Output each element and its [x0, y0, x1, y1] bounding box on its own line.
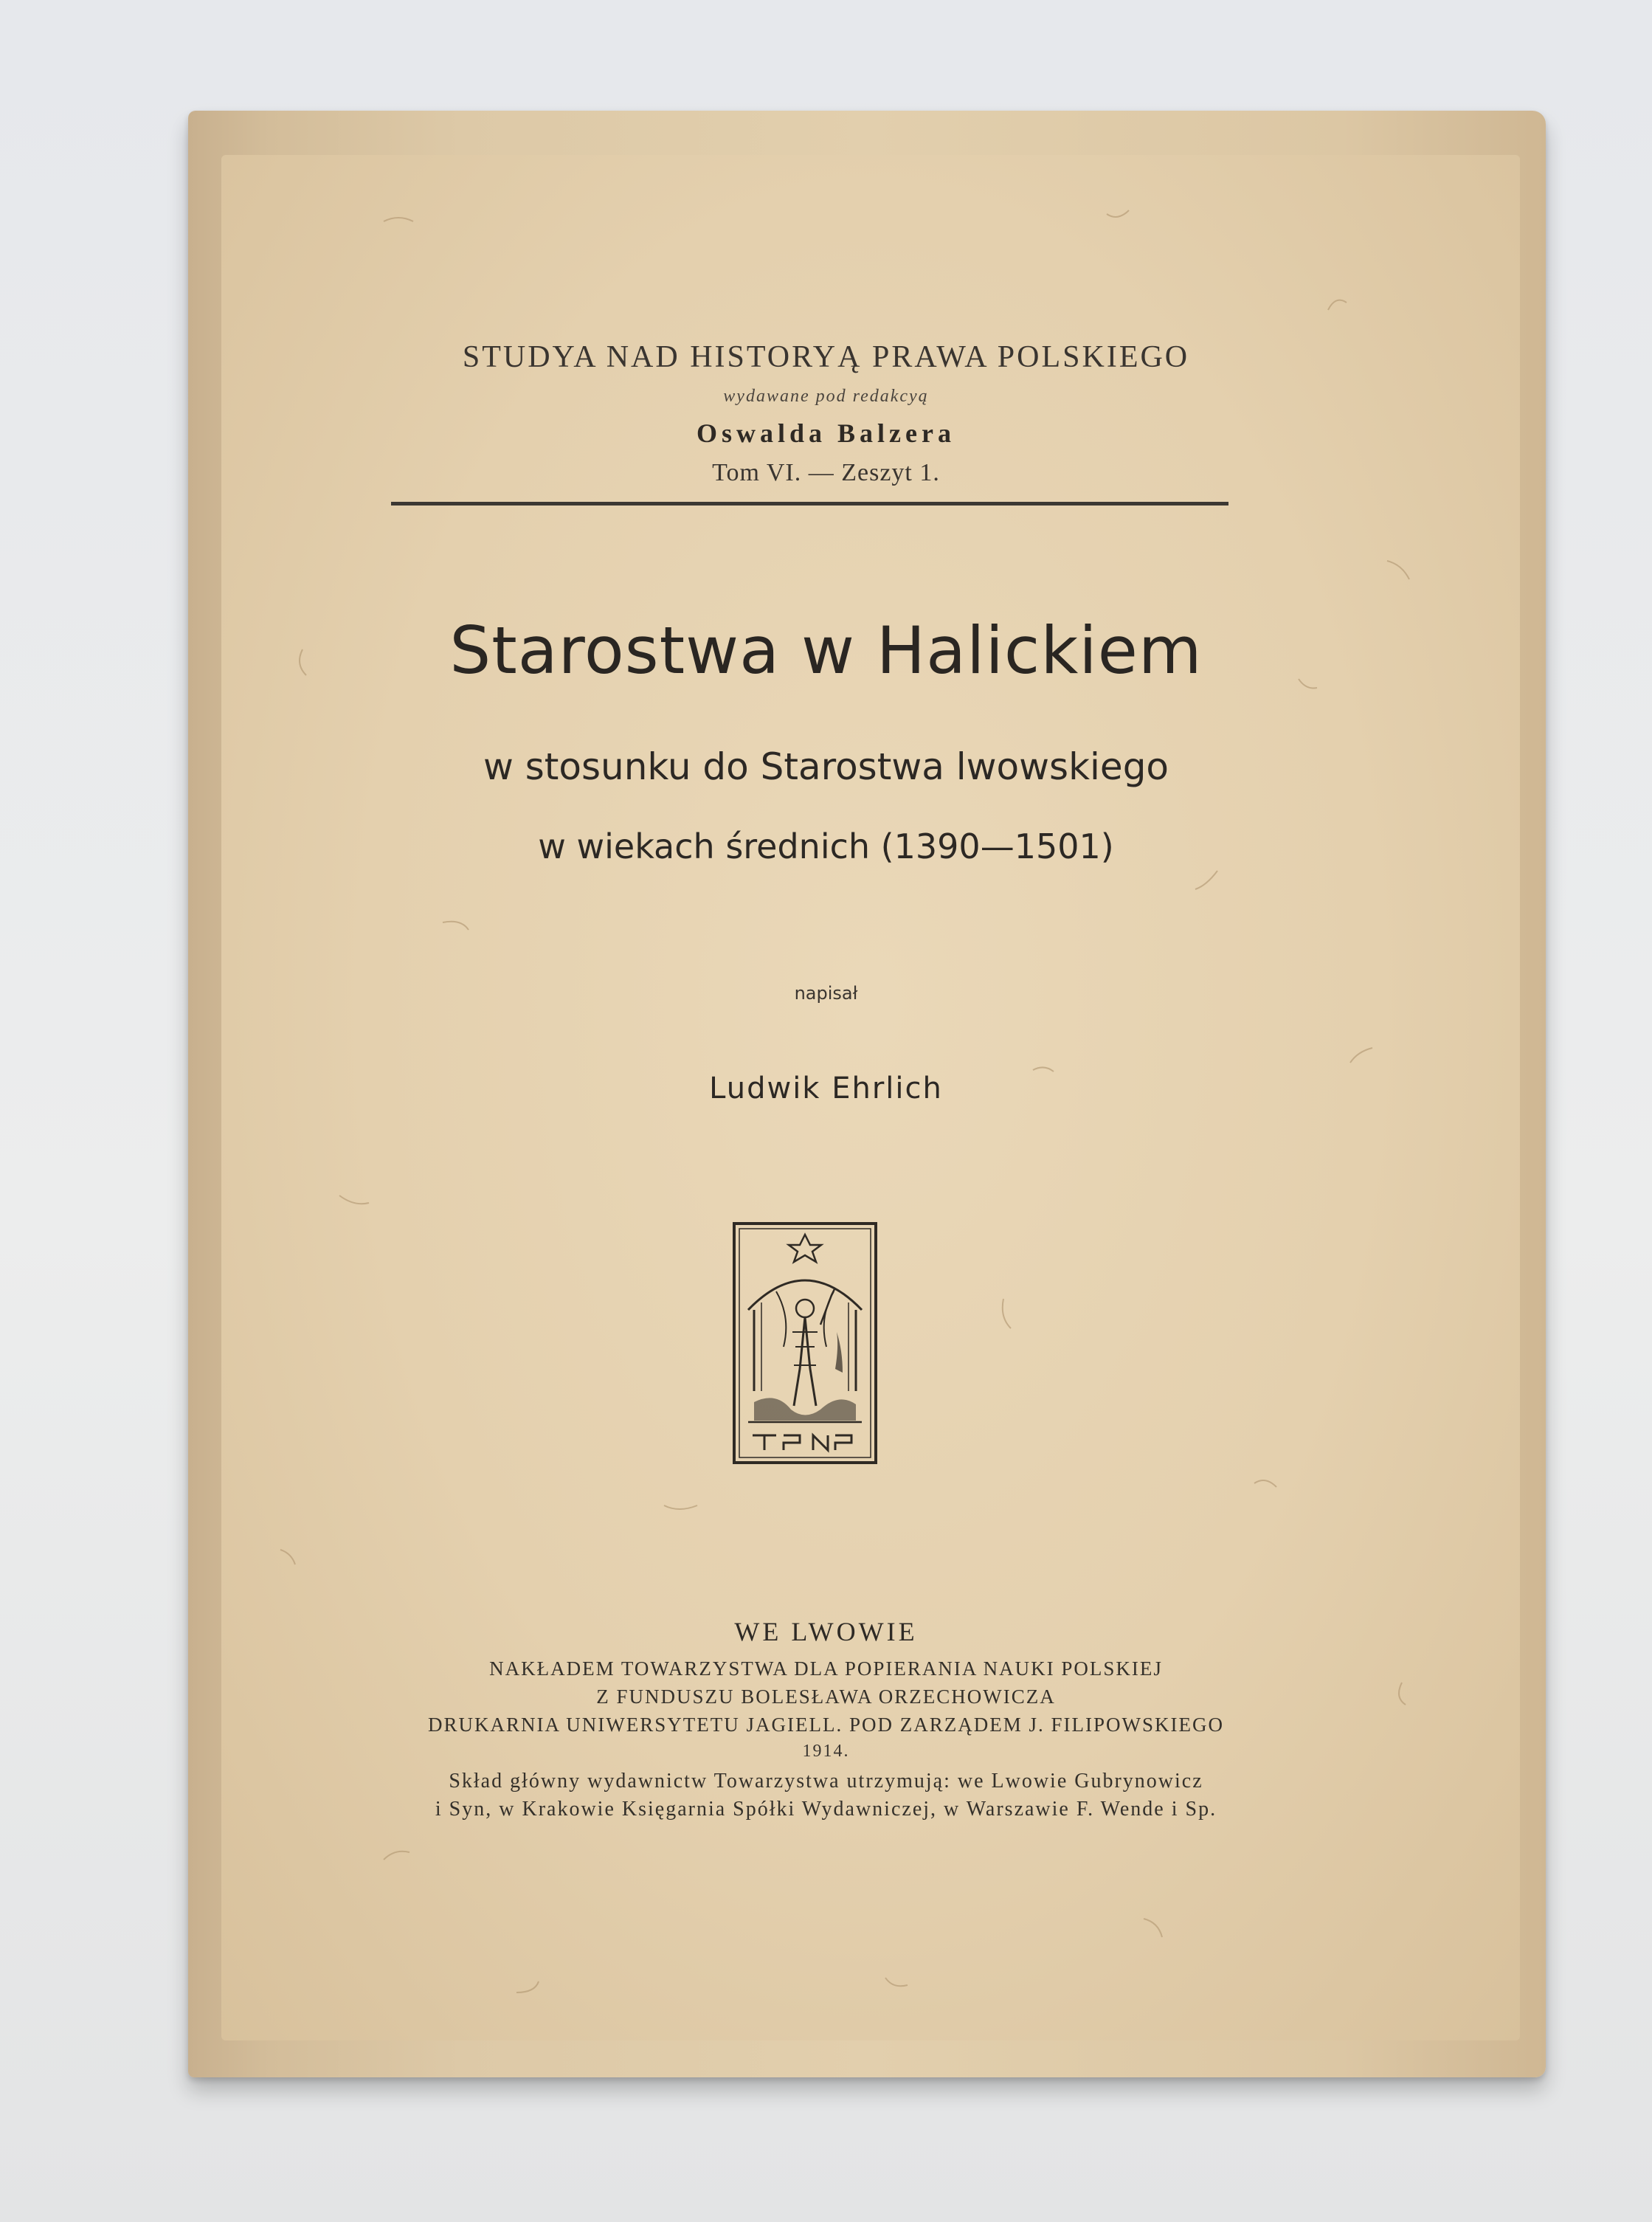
author-name: Ludwik Ehrlich	[709, 1072, 943, 1105]
publication-year: 1914.	[802, 1742, 850, 1761]
imprint-line: NAKŁADEM TOWARZYSTWA DLA POPIERANIA NAUKI POLSKIEJ	[489, 1657, 1163, 1680]
wrote-label: napisał	[794, 983, 858, 1004]
imprint-line: Z FUNDUSZU BOLESŁAWA ORZECHOWICZA	[596, 1686, 1056, 1708]
subtitle-line-2: w wiekach średnich (1390—1501)	[538, 827, 1114, 866]
editor-name: Oswalda Balzera	[697, 418, 955, 448]
header-divider	[391, 502, 1228, 506]
imprint-line: DRUKARNIA UNIWERSYTETU JAGIELL. POD ZARZĄDEM J. FILIPOWSKIEGO	[428, 1714, 1224, 1736]
subtitle-line-1: w stosunku do Starostwa lwowskiego	[483, 745, 1169, 788]
edited-by-line: wydawane pod redakcyą	[723, 387, 929, 406]
volume-number: Tom VI. — Zeszyt 1.	[712, 459, 940, 486]
distribution-note-line: Skład główny wydawnictw Towarzystwa utrzymują: we Lwowie Gubrynowicz	[449, 1770, 1203, 1793]
distribution-note-line: i Syn, w Krakowie Księgarnia Spółki Wydawniczej, w Warszawie F. Wende i Sp.	[435, 1798, 1217, 1821]
series-title: STUDYA NAD HISTORYĄ PRAWA POLSKIEGO	[462, 340, 1190, 374]
book-title: Starostwa w Halickiem	[449, 613, 1203, 689]
printer-emblem-icon	[732, 1221, 878, 1465]
publication-place: WE LWOWIE	[734, 1617, 918, 1646]
